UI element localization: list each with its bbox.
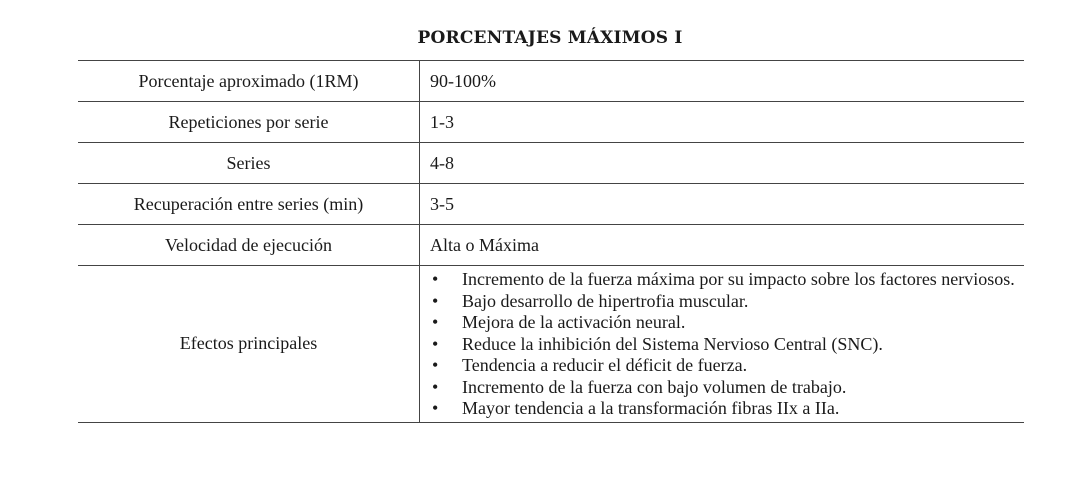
row-label: Repeticiones por serie <box>78 102 420 143</box>
list-item: • Incremento de la fuerza con bajo volumen de trabajo. <box>432 376 847 397</box>
bullet-icon: • <box>432 333 439 354</box>
list-item: • Mejora de la activación neural. <box>432 312 686 332</box>
training-table <box>78 60 1024 423</box>
table-row <box>78 184 1024 225</box>
list-item: • Tendencia a reducir el déficit de fuerza. <box>432 355 748 375</box>
table-row <box>78 143 1024 184</box>
list-item: • Incremento de la fuerza máxima por su impacto sobre los factores nerviosos. <box>432 269 1015 289</box>
row-label: Series <box>78 143 420 184</box>
effects-label: Efectos principales <box>78 266 420 423</box>
table-row-effects <box>78 266 1024 423</box>
bullet-icon: • <box>432 269 439 289</box>
row-label: Recuperación entre series (min) <box>78 184 420 225</box>
row-value: 3-5 <box>420 184 1025 225</box>
row-value: 1-3 <box>420 102 1025 143</box>
table-title: PORCENTAJES MÁXIMOS I <box>417 28 683 48</box>
row-label: Porcentaje aproximado (1RM) <box>78 61 420 102</box>
effects-list <box>420 266 1024 422</box>
table-row <box>78 225 1024 266</box>
bullet-icon: • <box>432 355 439 375</box>
bullet-icon: • <box>432 312 439 332</box>
row-label: Velocidad de ejecución <box>78 225 420 266</box>
table-row <box>78 61 1024 102</box>
row-value: 4-8 <box>420 143 1025 184</box>
bullet-icon: • <box>432 398 439 418</box>
effects-cell <box>420 266 1025 423</box>
list-item: • Reduce la inhibición del Sistema Nervioso Central (SNC). <box>432 333 883 354</box>
row-value: Alta o Máxima <box>420 225 1025 266</box>
bullet-icon: • <box>432 290 439 311</box>
list-item: • Bajo desarrollo de hipertrofia muscular. <box>432 290 749 311</box>
list-item: • Mayor tendencia a la transformación fibras IIx a IIa. <box>432 398 840 418</box>
bullet-icon: • <box>432 376 439 397</box>
row-value: 90-100% <box>420 61 1025 102</box>
table-row <box>78 102 1024 143</box>
